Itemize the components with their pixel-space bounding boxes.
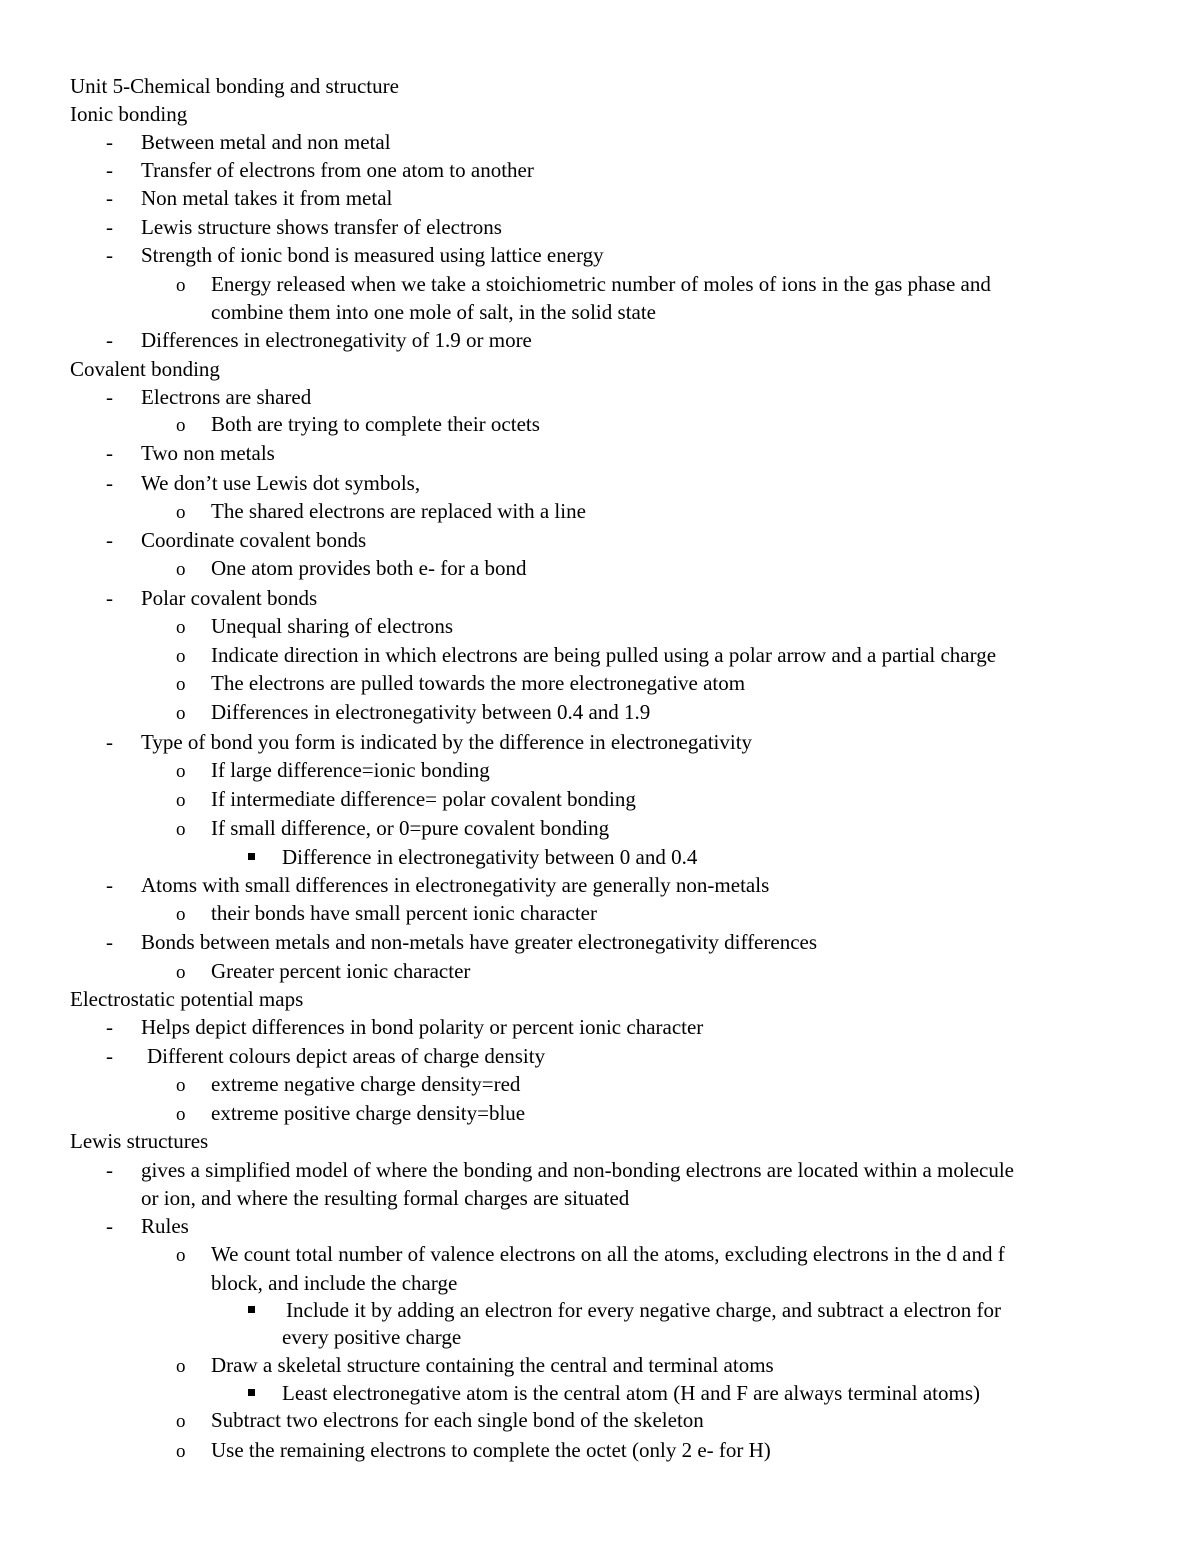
dash-bullet: - xyxy=(106,873,113,897)
dash-bullet: - xyxy=(106,471,113,495)
dash-bullet: - xyxy=(106,1015,113,1039)
list-item xyxy=(106,439,275,467)
section-heading-lewis: Lewis structures xyxy=(70,1129,209,1153)
dash-bullet: - xyxy=(106,328,113,352)
list-item-text: combine them into one mole of salt, in the solid state xyxy=(211,300,656,324)
list-item-text: Electrons are shared xyxy=(141,385,312,409)
dash-bullet: - xyxy=(106,243,113,267)
sub-sub-list-item xyxy=(248,1379,980,1407)
sub-list-item xyxy=(176,756,490,786)
list-item-text: Atoms with small differences in electronegativity are generally non-metals xyxy=(141,873,770,897)
sub-list-item xyxy=(176,1351,774,1381)
list-item-text: Differences in electronegativity between 0.4 and 1.9 xyxy=(211,700,651,724)
list-item-text: Helps depict differences in bond polarity or percent ionic character xyxy=(141,1015,704,1039)
list-item xyxy=(106,184,393,212)
list-item xyxy=(106,241,604,269)
circle-bullet: o xyxy=(176,415,186,436)
list-item xyxy=(106,728,753,756)
list-item-text: Two non metals xyxy=(141,441,275,465)
list-item-text: Non metal takes it from metal xyxy=(141,186,393,210)
list-item xyxy=(106,526,367,554)
list-item xyxy=(106,1156,1014,1184)
dash-bullet: - xyxy=(106,158,113,182)
sub-list-item xyxy=(176,270,991,300)
list-item-text: Least electronegative atom is the central atom (H and F are always terminal atoms) xyxy=(282,1381,980,1405)
circle-bullet: o xyxy=(176,617,186,638)
circle-bullet: o xyxy=(176,502,186,523)
list-item-text: Strength of ionic bond is measured using lattice energy xyxy=(141,243,604,267)
sub-list-item xyxy=(176,1099,526,1129)
sub-list-item xyxy=(176,497,586,527)
circle-bullet: o xyxy=(176,646,186,667)
list-item xyxy=(106,128,391,156)
circle-bullet: o xyxy=(176,962,186,983)
sub-list-item xyxy=(176,1436,771,1466)
sub-list-item xyxy=(176,669,746,699)
list-item xyxy=(106,928,818,956)
dash-bullet: - xyxy=(106,730,113,754)
list-item-text: Bonds between metals and non-metals have greater electronegativity differences xyxy=(141,930,818,954)
list-item-text: Both are trying to complete their octets xyxy=(211,412,540,436)
section-heading-ionic: Ionic bonding xyxy=(70,102,188,126)
dash-bullet: - xyxy=(106,586,113,610)
list-item-text: The electrons are pulled towards the more electronegative atom xyxy=(211,671,746,695)
dash-bullet: - xyxy=(106,1158,113,1182)
list-item xyxy=(106,1042,546,1070)
circle-bullet: o xyxy=(176,703,186,724)
circle-bullet: o xyxy=(176,1075,186,1096)
list-item-text: Coordinate covalent bonds xyxy=(141,528,367,552)
dash-bullet: - xyxy=(106,215,113,239)
sub-list-item xyxy=(176,554,527,584)
square-bullet-icon xyxy=(248,853,255,860)
circle-bullet: o xyxy=(176,761,186,782)
list-item xyxy=(106,871,770,899)
list-item-text: Subtract two electrons for each single bond of the skeleton xyxy=(211,1408,704,1432)
sub-list-item xyxy=(176,698,651,728)
list-item-text: extreme positive charge density=blue xyxy=(211,1101,526,1125)
dash-bullet: - xyxy=(106,1044,113,1068)
list-item xyxy=(106,1013,704,1041)
sub-list-item xyxy=(176,957,471,987)
sub-list-item xyxy=(176,1070,521,1100)
list-item-text: Indicate direction in which electrons are being pulled using a polar arrow and a partial charge xyxy=(211,643,997,667)
sub-sub-list-item xyxy=(248,1296,1002,1324)
square-bullet-icon xyxy=(248,1389,255,1396)
sub-list-item xyxy=(176,1406,704,1436)
document-title: Unit 5-Chemical bonding and structure xyxy=(70,74,399,98)
circle-bullet: o xyxy=(176,559,186,580)
list-item-text: Lewis structure shows transfer of electrons xyxy=(141,215,502,239)
sub-list-item xyxy=(176,612,454,642)
list-item xyxy=(106,469,421,497)
list-item-text: Different colours depict areas of charge density xyxy=(147,1044,546,1068)
section-heading-esp: Electrostatic potential maps xyxy=(70,987,304,1011)
sub-list-item xyxy=(176,410,540,440)
sub-sub-list-item xyxy=(248,843,698,871)
square-bullet-icon xyxy=(248,1306,255,1313)
list-item-text: Unequal sharing of electrons xyxy=(211,614,454,638)
list-item-text: or ion, and where the resulting formal charges are situated xyxy=(141,1186,630,1210)
list-item-text: gives a simplified model of where the bonding and non-bonding electrons are located within a molecule xyxy=(141,1158,1014,1182)
list-item-text: If large difference=ionic bonding xyxy=(211,758,490,782)
list-item-text: Difference in electronegativity between 0 and 0.4 xyxy=(282,845,698,869)
circle-bullet: o xyxy=(176,819,186,840)
list-item-text: Draw a skeletal structure containing the central and terminal atoms xyxy=(211,1353,774,1377)
circle-bullet: o xyxy=(176,1356,186,1377)
list-item xyxy=(106,383,312,411)
sub-list-item xyxy=(176,1240,1005,1270)
list-item-text: Use the remaining electrons to complete the octet (only 2 e- for H) xyxy=(211,1438,771,1462)
circle-bullet: o xyxy=(176,1411,186,1432)
list-item-text: One atom provides both e- for a bond xyxy=(211,556,527,580)
list-item xyxy=(106,1212,189,1240)
list-item-text: their bonds have small percent ionic character xyxy=(211,901,597,925)
sub-list-item xyxy=(176,814,610,844)
dash-bullet: - xyxy=(106,930,113,954)
list-item-text: Polar covalent bonds xyxy=(141,586,318,610)
list-item-text: Energy released when we take a stoichiometric number of moles of ions in the gas phase and xyxy=(211,272,991,296)
circle-bullet: o xyxy=(176,674,186,695)
dash-bullet: - xyxy=(106,441,113,465)
list-item-text: every positive charge xyxy=(282,1325,462,1349)
list-item-text: Between metal and non metal xyxy=(141,130,391,154)
sub-list-item xyxy=(176,785,636,815)
list-item-text: Rules xyxy=(141,1214,189,1238)
circle-bullet: o xyxy=(176,1245,186,1266)
list-item-text: If small difference, or 0=pure covalent bonding xyxy=(211,816,610,840)
list-item-text: extreme negative charge density=red xyxy=(211,1072,521,1096)
list-item xyxy=(106,326,532,354)
list-item-text: Greater percent ionic character xyxy=(211,959,471,983)
circle-bullet: o xyxy=(176,790,186,811)
circle-bullet: o xyxy=(176,1441,186,1462)
list-item xyxy=(106,156,534,184)
list-item-text: If intermediate difference= polar covalent bonding xyxy=(211,787,636,811)
circle-bullet: o xyxy=(176,904,186,925)
dash-bullet: - xyxy=(106,186,113,210)
list-item xyxy=(106,213,502,241)
circle-bullet: o xyxy=(176,1104,186,1125)
circle-bullet: o xyxy=(176,275,186,296)
list-item-text: Include it by adding an electron for every negative charge, and subtract a electron for xyxy=(286,1298,1002,1322)
dash-bullet: - xyxy=(106,1214,113,1238)
list-item xyxy=(106,584,318,612)
list-item-text: We don’t use Lewis dot symbols, xyxy=(141,471,421,495)
dash-bullet: - xyxy=(106,130,113,154)
list-item-text: Type of bond you form is indicated by the difference in electronegativity xyxy=(141,730,753,754)
dash-bullet: - xyxy=(106,385,113,409)
list-item-text: Transfer of electrons from one atom to another xyxy=(141,158,534,182)
sub-list-item xyxy=(176,899,597,929)
section-heading-covalent: Covalent bonding xyxy=(70,357,220,381)
list-item-text: We count total number of valence electrons on all the atoms, excluding electrons in the d and f xyxy=(211,1242,1005,1266)
sub-list-item xyxy=(176,641,997,671)
dash-bullet: - xyxy=(106,528,113,552)
list-item-text: block, and include the charge xyxy=(211,1271,458,1295)
list-item-text: Differences in electronegativity of 1.9 or more xyxy=(141,328,532,352)
list-item-text: The shared electrons are replaced with a line xyxy=(211,499,586,523)
